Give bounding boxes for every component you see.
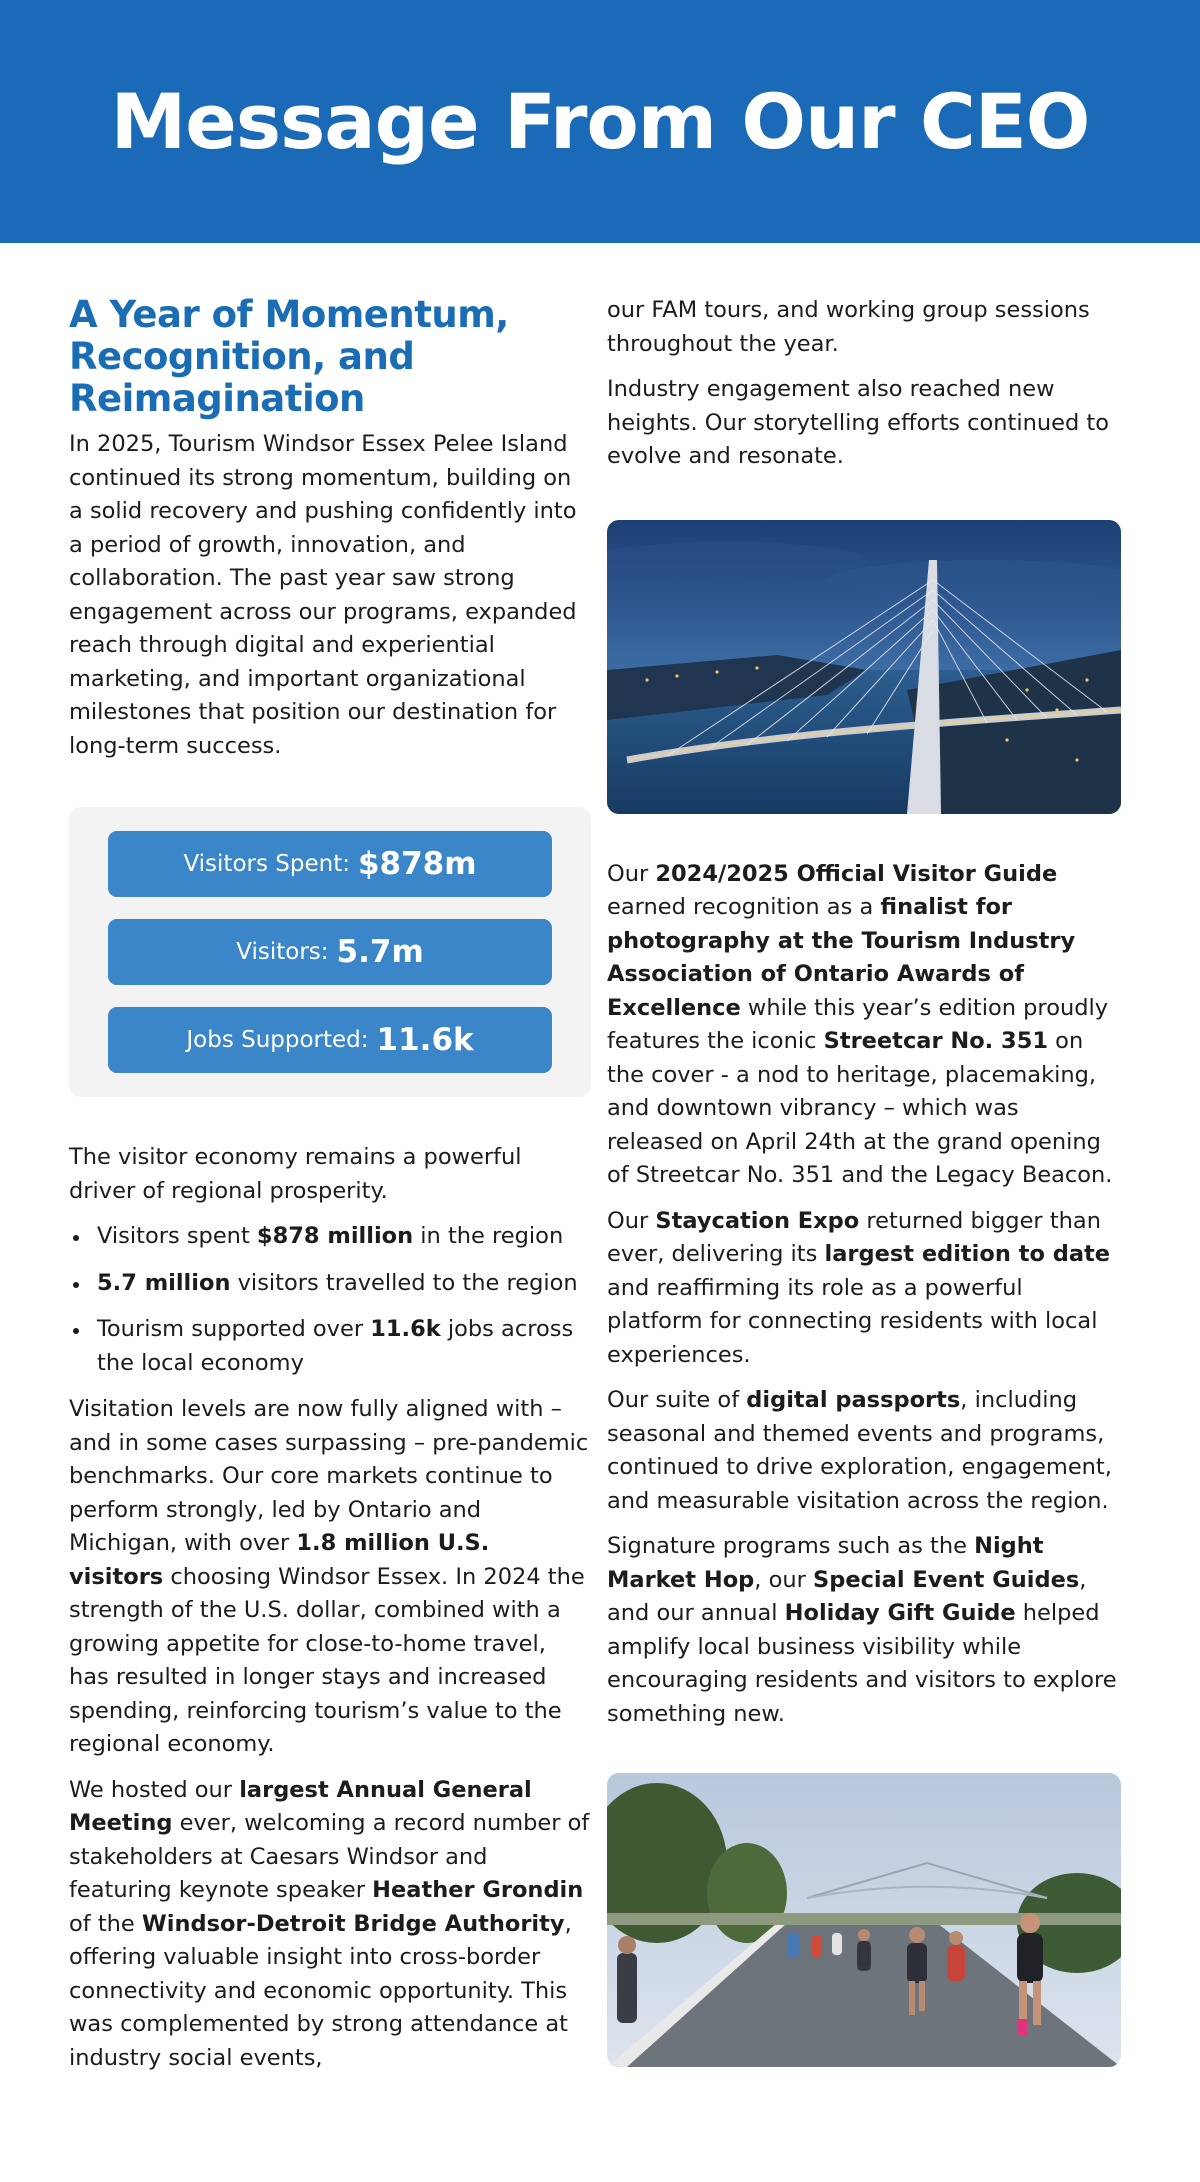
stat-jobs-supported	[108, 1007, 552, 1073]
bullet-item: Visitors spent $878 million in the region	[97, 1220, 591, 1254]
signature-programs-paragraph: Signature programs such as the Night Market Hop, our Special Event Guides, and our annual Holiday Gift Guide helped amplify local business visibility while encouraging residents and visitors to explore something new.	[607, 1533, 1117, 1727]
left-column	[69, 294, 591, 2087]
right-column	[607, 294, 1121, 2067]
runners-illustration	[607, 1773, 1121, 2067]
stat-label: Visitors:	[236, 939, 329, 965]
industry-paragraph: Industry engagement also reached new heights. Our storytelling efforts continued to evolve and resonate.	[607, 376, 1110, 469]
page-title: Message From Our CEO	[110, 77, 1090, 166]
continued-paragraph: our FAM tours, and working group sessions throughout the year.	[607, 297, 1090, 357]
stat-value: 5.7m	[336, 934, 424, 970]
visitation-paragraph: Visitation levels are now fully aligned with – and in some cases surpassing – pre-pandemic benchmarks. Our core markets continue to perform strongly, led by Ontario and Michigan, with over 1.8 million U.S. visitors choosing Windsor Essex. In 2024 the strength of the U.S. dollar, combined with a growing appetite for close-to-home travel, has resulted in longer stays and increased spending, reinforcing tourism’s value to the regional economy.	[69, 1396, 589, 1757]
digital-passports-paragraph: Our suite of digital passports, including seasonal and themed events and programs, continued to drive exploration, engagement, and measurable visitation across the region.	[607, 1387, 1112, 1514]
visitor-guide-paragraph: Our 2024/2025 Official Visitor Guide earned recognition as a finalist for photography at the Tourism Industry Association of Ontario Awards of Excellence while this year’s edition proudly features the iconic Streetcar No. 351 on the cover - a nod to heritage, placemaking, and downtown vibrancy – which was released on April 24th at the grand opening of Streetcar No. 351 and the Legacy Beacon.	[607, 860, 1113, 1188]
bridge-photo	[607, 520, 1121, 814]
header-banner	[0, 0, 1200, 243]
staycation-expo-paragraph: Our Staycation Expo returned bigger than ever, delivering its largest edition to date and reaffirming its role as a powerful platform for connecting residents with local experiences.	[607, 1207, 1111, 1368]
intro-paragraph: In 2025, Tourism Windsor Essex Pelee Island continued its strong momentum, building on a solid recovery and pushing confidently into a period of growth, innovation, and collaboration. The past year saw strong engagement across our programs, expanded reach through digital and experiential marketing, and important organizational milestones that position our destination for long-term success.	[69, 431, 577, 759]
stat-value: 11.6k	[376, 1022, 474, 1058]
stats-panel	[69, 807, 591, 1097]
bullet-item: 5.7 million visitors travelled to the region	[97, 1267, 591, 1301]
stat-label: Visitors Spent:	[183, 851, 350, 877]
section-subhead: A Year of Momentum, Recognition, and Reimagination	[69, 293, 509, 420]
agm-paragraph: We hosted our largest Annual General Meeting ever, welcoming a record number of stakeholders at Caesars Windsor and featuring keynote speaker Heather Grondin of the Windsor-Detroit Bridge Authority, offering valuable insight into cross-border connectivity and economic opportunity. This was complemented by strong attendance at industry social events,	[69, 1776, 590, 2071]
economy-bullet-list	[69, 1220, 591, 1380]
stat-visitors-spent	[108, 831, 552, 897]
stat-visitors	[108, 919, 552, 985]
runners-photo	[607, 1773, 1121, 2067]
stat-value: $878m	[357, 846, 477, 882]
stat-label: Jobs Supported:	[186, 1027, 369, 1053]
bullet-item: Tourism supported over 11.6k jobs across the local economy	[97, 1313, 591, 1380]
economy-lead-paragraph: The visitor economy remains a powerful driver of regional prosperity.	[69, 1144, 522, 1204]
bridge-illustration	[607, 520, 1121, 814]
